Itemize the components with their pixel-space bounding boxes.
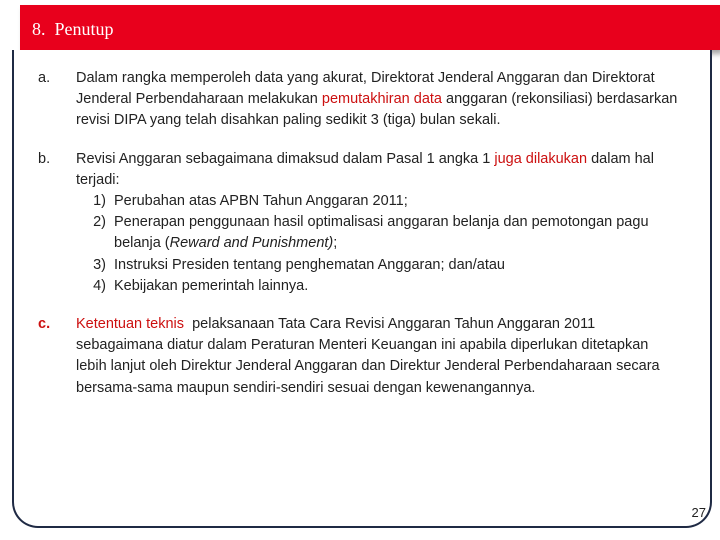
sub-list (76, 191, 678, 297)
sub-item (76, 276, 678, 297)
list-item-c (38, 314, 678, 399)
sub-item-text-end: ; (333, 235, 338, 252)
item-b-text-start: Revisi Anggaran sebagaimana dimaksud dalam Pasal 1 angka 1 (76, 150, 495, 167)
list-marker-b: b. (38, 150, 51, 167)
item-c-highlight: Ketentuan teknis (76, 316, 185, 333)
sub-item-number: 1) (93, 193, 106, 210)
sub-item-text: Kebijakan pemerintah lainnya. (114, 277, 309, 294)
item-c-text: pelaksanaan Tata Cara Revisi Anggaran Tahun Anggaran 2011 sebagaimana diatur dalam Peraturan Menteri Keuangan ini apabila diperlukan ditetapkan lebih lanjut oleh Direktur Jenderal Anggaran dan Direktur Jenderal Perbendaharaan secara bersama-sama maupun sendiri-sendiri sesuai dengan kewenangannya. (76, 316, 664, 396)
page-number: 27 (691, 505, 706, 520)
sub-item-italic: Reward and Punishment) (169, 235, 334, 252)
list-marker-c: c. (38, 316, 51, 333)
sub-item (76, 191, 678, 212)
sub-item (76, 255, 678, 276)
sub-item-text: Instruksi Presiden tentang penghematan Anggaran; dan/atau (114, 256, 505, 273)
list-item-b (38, 149, 678, 297)
sub-item-number: 2) (93, 214, 106, 231)
title-bar (20, 5, 720, 50)
item-a-text-start: Dalam rangka memperoleh data yang akurat, Direktorat Jenderal Anggaran dan Direktorat Jenderal Perbendaharaan melakukan (76, 70, 655, 108)
content-list (38, 68, 678, 416)
list-marker-a: a. (38, 70, 51, 86)
item-b-text-end: dalam hal terjadi: (76, 150, 654, 188)
list-item-a (38, 68, 678, 132)
sub-item (76, 212, 678, 254)
item-a-text-end: anggaran (rekonsiliasi) berdasarkan revisi DIPA yang telah disahkan paling sedikit 3 (tiga) bulan sekali. (76, 91, 678, 129)
page-title: 8. Penutup (32, 19, 114, 39)
sub-item-text: Penerapan penggunaan hasil optimalisasi anggaran belanja dan pemotongan pagu belanja ( (114, 214, 649, 252)
sub-item-text: Perubahan atas APBN Tahun Anggaran 2011; (114, 193, 408, 210)
item-a-highlight: pemutakhiran data (321, 91, 442, 108)
sub-item-number: 4) (93, 277, 106, 294)
item-b-highlight: juga dilakukan (494, 150, 588, 167)
sub-item-number: 3) (93, 256, 106, 273)
